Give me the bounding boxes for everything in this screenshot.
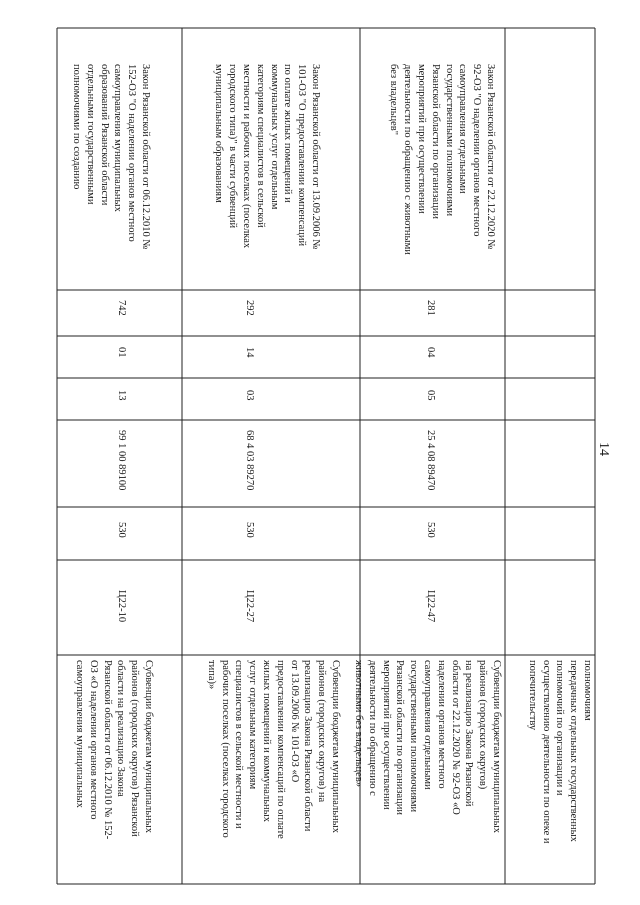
row2-description: Субвенции бюджетам муниципальных районов (городских округов) на реализацию Закона Рязанской области от 13.09.2006 № 101-ОЗ «О предоставлении компенсаций по оплате жилых помещений и коммунальных услуг отдельным категориям специалистов в сельской местности и рабочих поселках (поселках городского типа)» [205,660,341,839]
row1-kind: 530 [425,522,436,538]
row1-ref: Ц22-47 [425,590,436,623]
row3-ref: Ц22-10 [116,590,127,623]
row1-code-a: 281 [425,300,436,316]
row1-code-b: 04 [425,347,436,358]
row2-code-b: 14 [244,347,255,358]
row3-kind: 530 [116,522,127,538]
row2-law: Закон Рязанской области от 13.09.2006 № 101-ОЗ "О предоставлении компенсаций по оплате жилых помещений и коммунальных услуг отдельным категориям специалистов в сельской местности и рабочих поселках (поселках городского типа)" в части субвенций муниципальным образованиям [213,64,321,250]
page-number: 14 [596,442,611,456]
row1-code-c: 05 [425,390,436,401]
row3-code-c: 13 [116,390,127,401]
row3-code-a: 742 [116,300,127,316]
row1-target: 25 4 08 89470 [425,430,436,491]
row3-law: Закон Рязанской области от 06.12.2010 № 152-ОЗ "О наделении органов местного самоуправления муниципальных образований Рязанской области отдельными государственными полномочиями по созданию [71,64,151,250]
row2-code-a: 292 [244,300,255,316]
row2-ref: Ц22-27 [244,590,255,623]
row1-law: Закон Рязанской области от 22.12.2020 № 92-ОЗ "О наделении органов местного самоуправления отдельными государственными полномочиями Рязанской области по организации мероприятий при осуществлении деятельности по обращению с животными без владельцев" [388,64,496,255]
row1-description: Субвенции бюджетам муниципальных районов (городских округов) на реализацию Закона Рязанской области от 22.12.2020 № 92-ОЗ «О наделении органов местного самоуправления отдельными государственными полномочиями Рязанской области по организации мероприятий при осуществлении деятельности по обращению с животными без владельцев» [353,660,502,833]
row0-description: полномочиям передачных отдельных государственных полномочий по организации и осуществлению деятельности по опеке и попечительству [526,660,593,844]
row3-target: 99 1 00 89100 [116,430,127,491]
row2-target: 68 4 03 89270 [244,430,255,491]
row2-code-c: 03 [244,390,255,401]
row2-kind: 530 [244,522,255,538]
row3-code-b: 01 [116,347,127,358]
row3-description: Субвенции бюджетам муниципальных районов (городских округов) Рязанской области на реализацию Закона Рязанской области от 06.12.2010 № 152- ОЗ «О наделении органов местного самоуправления муниципальных [74,660,154,840]
